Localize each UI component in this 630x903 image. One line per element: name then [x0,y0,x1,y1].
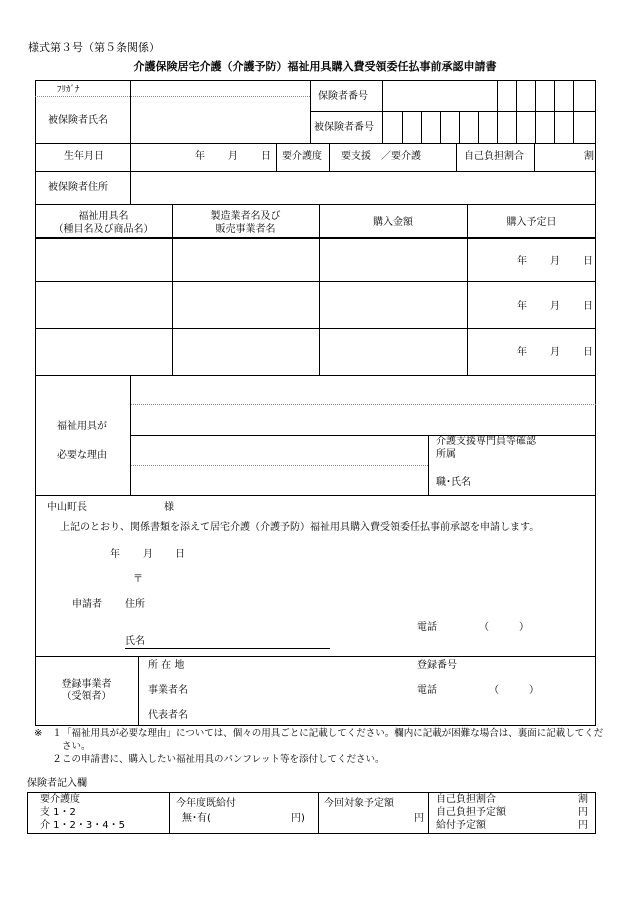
insurer-number-field[interactable] [383,81,595,111]
reason-field[interactable] [132,377,594,434]
annual-benefit-yen: 円) [291,813,305,824]
care-manager-confirm-label: 介護支援専門員等確認 [436,436,536,447]
reason-label-line2: 必要な理由 [57,450,107,461]
annual-benefit-value[interactable]: 無･有( [182,813,211,824]
business-label-line2: （受領者） [61,691,112,702]
note-1-text: 「福祉用具が必要な理由」については、個々の用具ごとに記載してください。欄内に記載が困難な場合は、裏面に記載してくだ [62,728,604,739]
maker-header: 製造業者名及び [210,211,281,222]
maker-subheader: 販売事業者名 [215,224,276,235]
business-phone-field[interactable]: （ ） [489,685,539,696]
applicant-phone-label: 電話 [417,622,437,633]
insurer-section-heading: 保険者記入欄 [27,778,87,789]
birth-date-label: 生年月日 [64,151,104,162]
insurer-copay-rate-unit: 割 [578,794,588,805]
insured-number-label: 被保険者番号 [314,122,374,133]
care-level-options[interactable]: 要支援 ／要介護 [341,151,421,162]
care-level-label: 要介護度 [282,151,322,162]
business-rep-label: 代表者名 [148,710,188,721]
insurer-care-levels[interactable]: 介 1・2・3・4・5 [40,820,125,831]
request-day-unit: 日 [175,549,185,560]
request-statement: 上記のとおり、関係書類を添えて居宅介護（介護予防）福祉用具購入費受領委任払事前承認を申請します。 [60,522,540,533]
copay-amount-label: 自己負担予定額 [436,807,506,818]
affiliation-label: 所属 [436,449,456,460]
insured-name-field[interactable] [132,98,308,141]
copay-amount-yen: 円 [578,807,588,818]
form-number: 様式第３号（第５条関係） [28,41,160,54]
applicant-name-label: 氏名 [125,636,145,647]
applicant-label: 申請者 [72,599,102,610]
amount-header: 購入金額 [373,217,413,228]
item-name-subheader: （種目名及び商品名） [53,224,154,235]
insured-number-field[interactable] [383,112,595,142]
furigana-label: ﾌﾘｶﾞﾅ [57,85,80,95]
row1-day-unit: 日 [583,256,593,267]
insurer-support-levels[interactable]: 支 1・2 [40,807,76,818]
copay-unit: 割 [584,151,594,162]
business-name-label: 事業者名 [148,685,188,696]
postal-mark: 〒 [133,574,143,585]
birth-day-unit: 日 [261,151,271,162]
business-location-label: 所 在 地 [148,660,185,671]
row2-month-unit: 月 [550,301,560,312]
mayor-label: 中山町長 [47,502,87,513]
birth-year-unit: 年 [195,151,205,162]
row3-month-unit: 月 [550,347,560,358]
reason-label-line1: 福祉用具が [57,421,107,432]
request-year-unit: 年 [110,549,120,560]
applicant-address-label: 住所 [125,599,145,610]
date-header: 購入予定日 [506,217,557,228]
row3-year-unit: 年 [517,347,527,358]
birth-month-unit: 月 [228,151,238,162]
insured-name-label: 被保険者氏名 [48,115,108,126]
page-title: 介護保険居宅介護（介護予防）福祉用具購入費受領委任払事前承認申請書 [133,60,497,73]
row2-year-unit: 年 [517,301,527,312]
row2-day-unit: 日 [583,301,593,312]
annual-benefit-label: 今年度既給付 [176,798,236,809]
insured-address-field[interactable] [132,173,594,203]
insurer-number-label: 保険者番号 [318,91,368,102]
insurer-copay-rate-label: 自己負担割合 [436,794,496,805]
applicant-address-field[interactable] [155,596,555,612]
item-name-header: 福祉用具名 [78,211,129,222]
applicant-phone-field[interactable]: （ ） [479,622,529,633]
copay-rate-label: 自己負担割合 [464,151,524,162]
business-label-line1: 登録事業者 [61,679,112,690]
item-row[interactable] [36,330,595,374]
planned-amount-yen: 円 [414,813,424,824]
honorific-label: 様 [164,502,174,513]
note-1-text-cont: さい。 [62,741,91,752]
note-2-number: ２ [52,754,62,765]
benefit-amount-label: 給付予定額 [436,820,486,831]
row1-month-unit: 月 [550,256,560,267]
row3-day-unit: 日 [583,347,593,358]
title-name-label: 職･氏名 [436,477,471,488]
insurer-care-level-label: 要介護度 [40,794,80,805]
note-mark: ※ [34,728,43,739]
registration-number-label: 登録番号 [417,660,457,671]
row1-year-unit: 年 [517,256,527,267]
benefit-amount-yen: 円 [578,820,588,831]
note-2-text: この申請書に、購入したい福祉用具のパンフレット等を添付してください。 [62,754,385,765]
applicant-name-field[interactable] [150,633,330,647]
item-row[interactable] [36,240,595,280]
business-phone-label: 電話 [417,685,437,696]
note-1-number: １ [52,728,62,739]
planned-amount-label: 今回対象予定額 [324,798,394,809]
request-month-unit: 月 [143,549,153,560]
item-row[interactable] [36,283,595,327]
insured-address-label: 被保険者住所 [48,182,108,193]
